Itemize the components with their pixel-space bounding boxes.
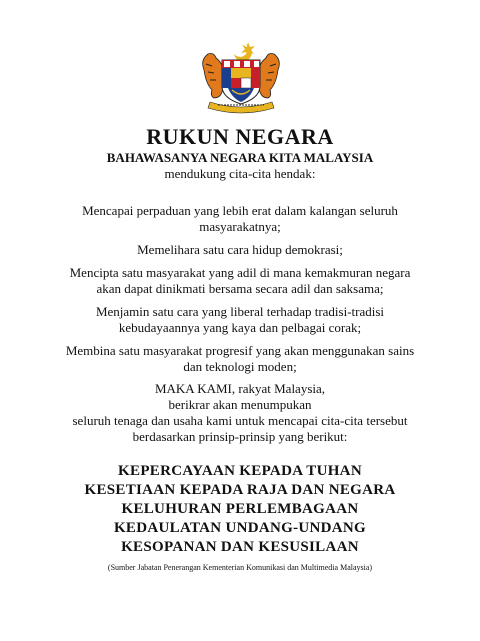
pledge-line: seluruh tenaga dan usaha kami untuk mencapai cita-cita tersebut	[72, 413, 408, 428]
aims-list	[60, 203, 420, 382]
aim-item: Mencipta satu masyarakat yang adil di mana kemakmuran negara akan dapat dinikmati bersama secara adil dan saksama;	[69, 265, 411, 296]
aim-item: Mencapai perpaduan yang lebih erat dalam kalangan seluruh masyarakatnya;	[82, 203, 398, 234]
pledge-paragraph	[40, 381, 440, 445]
principle-item: KEPERCAYAAN KEPADA TUHAN	[118, 463, 362, 479]
principle-item: KELUHURAN PERLEMBAGAAN	[121, 501, 359, 517]
document-title: RUKUN NEGARA	[146, 124, 334, 149]
aim-item: Menjamin satu cara yang liberal terhadap tradisi-tradisi kebudayaannya yang kaya dan pelbagai corak;	[95, 304, 385, 335]
principle-item: KESETIAAN KEPADA RAJA DAN NEGARA	[84, 482, 396, 498]
principles-list	[0, 462, 480, 557]
principle-item: KESOPANAN DAN KESUSILAAN	[121, 539, 359, 555]
pledge-line: berikrar akan menumpukan	[168, 397, 312, 412]
principle-item: KEDAULATAN UNDANG-UNDANG	[113, 520, 367, 536]
source-note: (Sumber Jabatan Penerangan Kementerian Komunikasi dan Multimedia Malaysia)	[107, 563, 373, 572]
document-subtitle: BAHAWASANYA NEGARA KITA MALAYSIA	[106, 150, 374, 165]
aim-item: Memelihara satu cara hidup demokrasi;	[137, 242, 343, 257]
pledge-line: berdasarkan prinsip-prinsip yang berikut:	[132, 429, 348, 444]
intro-text: mendukung cita-cita hendak:	[164, 166, 316, 181]
pledge-line: MAKA KAMI, rakyat Malaysia,	[154, 381, 326, 396]
aim-item: Membina satu masyarakat progresif yang akan menggunakan sains dan teknologi moden;	[65, 343, 415, 374]
coat-of-arms-icon	[196, 40, 286, 116]
